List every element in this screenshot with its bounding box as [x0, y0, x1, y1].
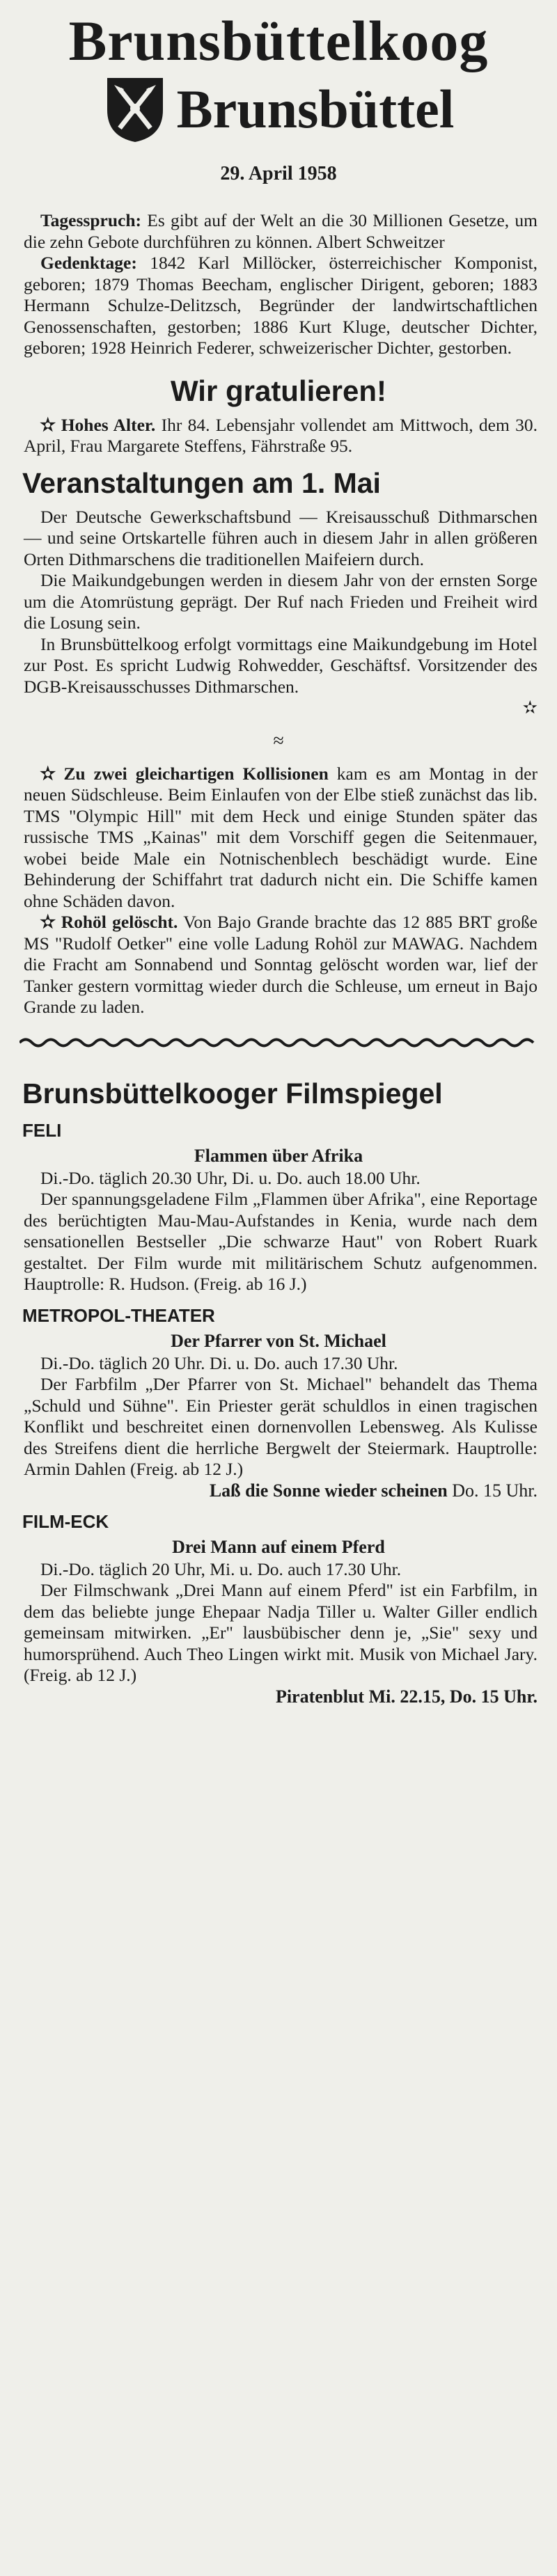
- tagesspruch: Tagesspruch: Es gibt auf der Welt an die 30 Millionen Gesetze, um die zehn Gebote durchführen zu können. Albert Schweitzer: [24, 210, 538, 252]
- harbor-news: [24, 764, 538, 1018]
- cinema-metropol: METROPOL-THEATER: [22, 1304, 215, 1326]
- masthead-line1: Brunsbüttelkoog: [68, 9, 489, 72]
- movie-description: Der Farbfilm „Der Pfarrer von St. Michael" behandelt das Thema „Schuld und Sühne". Ein Priester gerät schuldlos in einen tragischen Konflikt und beschreitet einen dornenvollen Lebensweg. Als Kulisse des Streifens dient die herrliche Bergwelt der Steiermark. Hauptrolle: Armin Dahlen (Freig. ab 12 J.): [24, 1374, 538, 1479]
- events-article: Der Deutsche Gewerkschaftsbund — Kreisausschuß Dithmarschen — und seine Ortskartelle führen auch in diesem Jahr in allen größeren Orten Dithmarschens die traditionellen Maifeiern durch. Die Maikundgebungen werden in diesem Jahr von der ernsten Sorge um die Atomrüstung geprägt. Der Ruf nach Frieden und Freiheit wird die Losung sein. In Brunsbüttelkoog erfolgt vormittags eine Maikundgebung im Hotel zur Post. Es spricht Ludwig Rohwedder, Geschäftsf. Vorsitzender des DGB-Kreisausschusses Dithmarschen. ✫: [24, 506, 538, 718]
- daily-notes: [24, 210, 538, 359]
- cinema-feli: FELI: [22, 1119, 62, 1141]
- movie-title: Flammen über Afrika: [194, 1145, 363, 1166]
- showtimes: Di.-Do. täglich 20.30 Uhr, Di. u. Do. auch 18.00 Uhr.: [40, 1167, 421, 1188]
- showtimes: Di.-Do. täglich 20 Uhr, Mi. u. Do. auch 17.30 Uhr.: [40, 1558, 402, 1579]
- extra-screening: Laß die Sonne wieder scheinen Do. 15 Uhr.: [209, 1480, 538, 1501]
- section-separator: ≈: [273, 729, 284, 752]
- movie-title: Der Pfarrer von St. Michael: [171, 1330, 386, 1351]
- star-icon: ✫: [40, 414, 61, 435]
- issue-date: 29. April 1958: [220, 163, 337, 184]
- coat-of-arms-icon: [103, 74, 167, 145]
- congrats-heading: Wir gratulieren!: [171, 374, 386, 407]
- gedenktage: Gedenktage: 1842 Karl Millöcker, österreichischer Komponist, geboren; 1879 Thomas Beecham, englischer Dirigent, geboren; 1883 Hermann Schulze-Delitzsch, Begründer der landwirtschaftlichen Genossenschaften, gestorben; 1886 Kurt Kluge, deutscher Dichter, geboren; 1928 Heinrich Federer, schweizerischer Dichter, gestorben.: [24, 253, 538, 358]
- movie-description: Der Filmschwank „Drei Mann auf einem Pferd" ist ein Farbfilm, in dem das beliebte junge Ehepaar Nadja Tiller u. Walter Giller endlich gemeinsam mitwirken. „Er" lausbübischer denn je, „Sie" sexy und humorsprühend. Auch Theo Lingen wirkt mit. Musik von Michael Jary. (Freig. ab 12 J.): [24, 1580, 538, 1685]
- movie-description: Der spannungsgeladene Film „Flammen über Afrika", eine Reportage des berüchtigten Mau-Mau-Aufstandes in Kenia, wurde nach dem sensationellen Bestseller „Die schwarze Haut" von Robert Ruark gestaltet. Der Film wurde mit militärischem Schutz aufgenommen. Hauptrolle: R. Hudson. (Freig. ab 16 J.): [24, 1189, 538, 1294]
- showtimes: Di.-Do. täglich 20 Uhr. Di. u. Do. auch 17.30 Uhr.: [40, 1352, 398, 1373]
- events-heading: Veranstaltungen am 1. Mai: [22, 466, 381, 499]
- wave-border-divider: [19, 1036, 538, 1049]
- collision-article: ✫ Zu zwei gleichartigen Kollisionen kam es am Montag in der neuen Südschleuse. Beim Einlaufen von der Elbe stieß zunächst das lib. TMS "Olympic Hill" mit dem Heck und einige Stunden später das russische TMS „Kainas" mit dem Vorschiff gegen die Seitenmauer, wobei beide Male ein Notnischenblech beschädigt wurde. Eine Behinderung der Schiffahrt trat dadurch nicht ein. Die Schiffe kamen ohne Schäden davon.: [24, 763, 538, 911]
- extra-screening: Piratenblut Mi. 22.15, Do. 15 Uhr.: [275, 1686, 538, 1707]
- crude-oil-article: ✫ Rohöl gelöscht. Von Bajo Grande brachte das 12 885 BRT große MS "Rudolf Oetker" eine volle Ladung Rohöl zur MAWAG. Nachdem die Fracht am Sonnabend und Sonntag gelöscht worden war, lief der Tanker gestern vormittag wieder durch die Schleuse, um erneut in Bajo Grande zu laden.: [24, 912, 538, 1017]
- congrats-article: ✫ Hohes Alter. Ihr 84. Lebensjahr vollendet am Mittwoch, dem 30. April, Frau Margarete Steffens, Fährstraße 95.: [24, 414, 538, 456]
- star-icon: ✫: [40, 763, 64, 784]
- star-icon: ✫: [40, 912, 61, 932]
- movie-title: Drei Mann auf einem Pferd: [172, 1536, 385, 1557]
- masthead: [0, 0, 557, 145]
- cinema-film-eck: FILM-ECK: [22, 1510, 109, 1532]
- masthead-line2: Brunsbüttel: [176, 79, 455, 139]
- film-heading: Brunsbüttelkooger Filmspiegel: [22, 1077, 443, 1109]
- star-icon: ✫: [522, 697, 538, 718]
